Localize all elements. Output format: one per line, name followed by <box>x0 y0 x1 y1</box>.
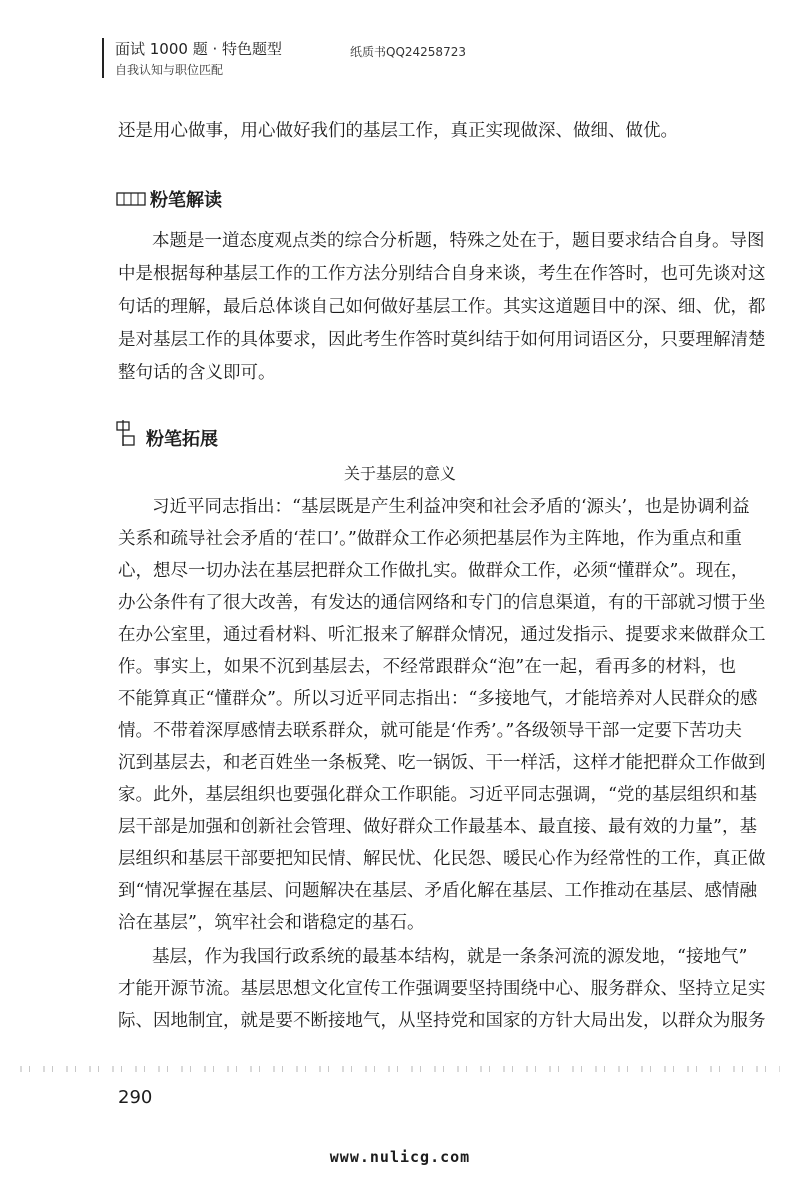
paragraph-line: 办公条件有了很大改善，有发达的通信网络和专门的信息渠道，有的干部就习惯于坐 <box>118 593 766 613</box>
paragraph-line: 情。不带着深厚感情去联系群众，就可能是‘作秀’。”各级领导干部一定要下苦功夫 <box>118 721 742 741</box>
paragraph-line: 层组织和基层干部要把知民情、解民忧、化民怨、暖民心作为经常性的工作，真正做 <box>118 849 766 869</box>
paragraph-line: 基层，作为我国行政系统的最基本结构，就是一条条河流的源发地，“接地气” <box>152 947 748 967</box>
analysis-line: 是对基层工作的具体要求，因此考生作答时莫纠结于如何用词语区分，只要理解清楚 <box>118 330 766 350</box>
paragraph-line: 沉到基层去，和老百姓坐一条板凳、吃一锅饭、干一样活，这样才能把群众工作做到 <box>118 753 766 773</box>
header-note: 纸质书QQ24258723 <box>350 45 466 59</box>
analysis-line: 本题是一道态度观点类的综合分析题，特殊之处在于，题目要求结合自身。导图 <box>152 231 765 251</box>
intro-line: 还是用心做事，用心做好我们的基层工作，真正实现做深、做细、做优。 <box>118 121 678 141</box>
book-title: 面试 1000 题 · 特色题型 <box>115 40 283 58</box>
analysis-heading: 粉笔解读 <box>150 190 222 211</box>
paragraph-line: 在办公室里，通过看材料、听汇报来了解群众情况，通过发指示、提要求来做群众工 <box>118 625 766 645</box>
footer-url: www.nulicg.com <box>329 1148 471 1166</box>
paragraph-line: 作。事实上，如果不沉到基层去，不经常跟群众“泡”在一起，看再多的材料，也 <box>118 657 736 677</box>
analysis-line: 句话的理解，最后总体谈自己如何做好基层工作。其实这道题目中的深、细、优，都 <box>118 297 766 317</box>
paragraph-line: 习近平同志指出：“基层既是产生利益冲突和社会矛盾的‘源头’，也是协调利益 <box>152 497 750 517</box>
chalk-expand-icon <box>114 420 136 448</box>
expansion-title: 关于基层的意义 <box>343 464 456 483</box>
expansion-heading: 粉笔拓展 <box>146 429 218 450</box>
paragraph-line: 心，想尽一切办法在基层把群众工作做扎实。做群众工作，必须“懂群众”。现在， <box>118 561 749 581</box>
header-bar <box>102 38 104 78</box>
paragraph-line: 洽在基层”，筑牢社会和谐稳定的基石。 <box>118 913 425 933</box>
paragraph-line: 层干部是加强和创新社会管理、做好群众工作最基本、最直接、最有效的力量”，基 <box>118 817 757 837</box>
scan-artifact <box>20 1066 780 1072</box>
chalk-box-icon <box>116 192 146 206</box>
paragraph-line: 关系和疏导社会矛盾的‘茬口’。”做群众工作必须把基层作为主阵地，作为重点和重 <box>118 529 742 549</box>
paragraph-line: 才能开源节流。基层思想文化宣传工作强调要坚持围绕中心、服务群众、坚持立足实 <box>118 979 766 999</box>
paragraph-line: 不能算真正“懂群众”。所以习近平同志指出：“多接地气，才能培养对人民群众的感 <box>118 689 758 709</box>
analysis-line: 中是根据每种基层工作的工作方法分别结合自身来谈，考生在作答时，也可先谈对这 <box>118 264 766 284</box>
paragraph-line: 家。此外，基层组织也要强化群众工作职能。习近平同志强调，“党的基层组织和基 <box>118 785 757 805</box>
chapter-title: 自我认知与职位匹配 <box>115 63 224 77</box>
paragraph-line: 到“情况掌握在基层、问题解决在基层、矛盾化解在基层、工作推动在基层、感情融 <box>118 881 757 901</box>
paragraph-line: 际、因地制宜，就是要不断接地气，从坚持党和国家的方针大局出发，以群众为服务 <box>118 1011 766 1031</box>
analysis-line: 整句话的含义即可。 <box>118 363 276 383</box>
page-number: 290 <box>118 1087 153 1108</box>
